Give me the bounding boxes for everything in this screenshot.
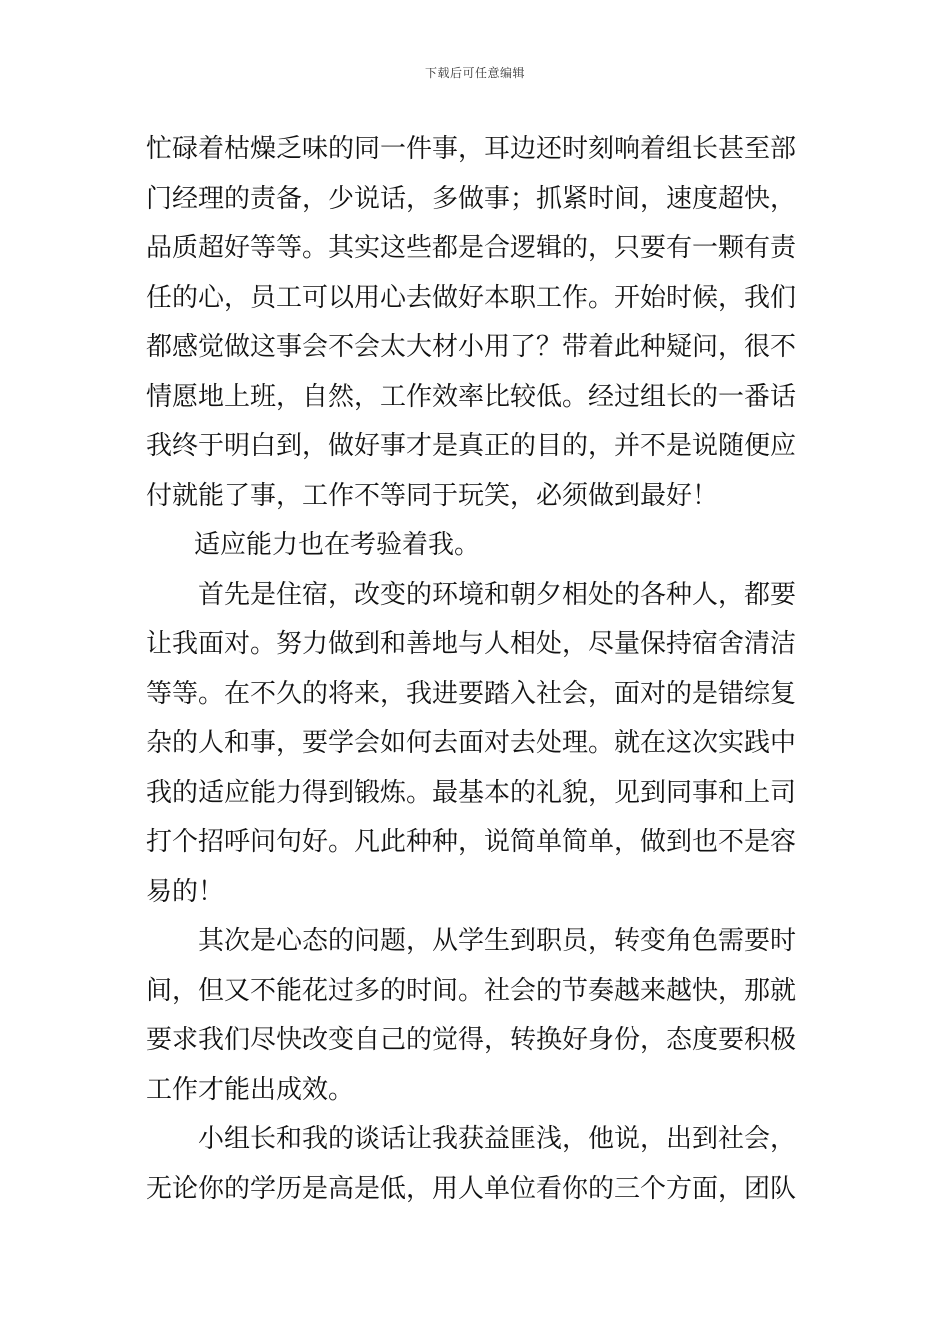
text-line: 间，但又不能花过多的时间。社会的节奏越来越快，那就 <box>146 975 797 1006</box>
text-line: 门经理的责备，少说话，多做事；抓紧时间，速度超快， <box>146 183 797 214</box>
text-line: 我的适应能力得到锻炼。最基本的礼貌，见到同事和上司 <box>146 777 797 808</box>
text-line: 易的！ <box>146 876 225 907</box>
text-line: 都感觉做这事会不会太大材小用了？带着此种疑问，很不 <box>146 332 797 362</box>
text-line: 杂的人和事，要学会如何去面对去处理。就在这次实践中 <box>146 728 797 758</box>
text-line: 让我面对。努力做到和善地与人相处，尽量保持宿舍清洁 <box>146 629 797 659</box>
body-text <box>146 125 808 1214</box>
text-line: 等等。在不久的将来，我进要踏入社会，面对的是错综复 <box>146 678 797 709</box>
text-line: 我终于明白到，做好事才是真正的目的，并不是说随便应 <box>146 431 797 461</box>
text-line: 工作才能出成效。 <box>146 1074 355 1105</box>
paragraph-start-line: 适应能力也在考验着我。 <box>194 530 481 560</box>
text-line: 情愿地上班，自然，工作效率比较低。经过组长的一番话 <box>146 381 797 412</box>
paragraph-start-line: 首先是住宿，改变的环境和朝夕相处的各种人，都要 <box>198 579 797 610</box>
text-line: 打个招呼问句好。凡此种种，说简单简单，做到也不是容 <box>146 827 797 857</box>
text-line: 品质超好等等。其实这些都是合逻辑的，只要有一颗有责 <box>146 233 797 263</box>
paragraph-start-line: 其次是心态的问题，从学生到职员，转变角色需要时 <box>198 926 797 956</box>
text-line: 忙碌着枯燥乏味的同一件事，耳边还时刻响着组长甚至部 <box>146 134 797 164</box>
text-line: 任的心，员工可以用心去做好本职工作。开始时候，我们 <box>146 282 797 313</box>
text-line: 无论你的学历是高是低，用人单位看你的三个方面，团队 <box>146 1173 797 1204</box>
page-header: 下载后可任意编辑 <box>424 66 525 80</box>
text-line: 付就能了事，工作不等同于玩笑，必须做到最好！ <box>146 480 719 511</box>
text-line: 要求我们尽快改变自己的觉得，转换好身份，态度要积极 <box>146 1025 797 1055</box>
paragraph-start-line: 小组长和我的谈话让我获益匪浅，他说，出到社会， <box>198 1124 797 1154</box>
